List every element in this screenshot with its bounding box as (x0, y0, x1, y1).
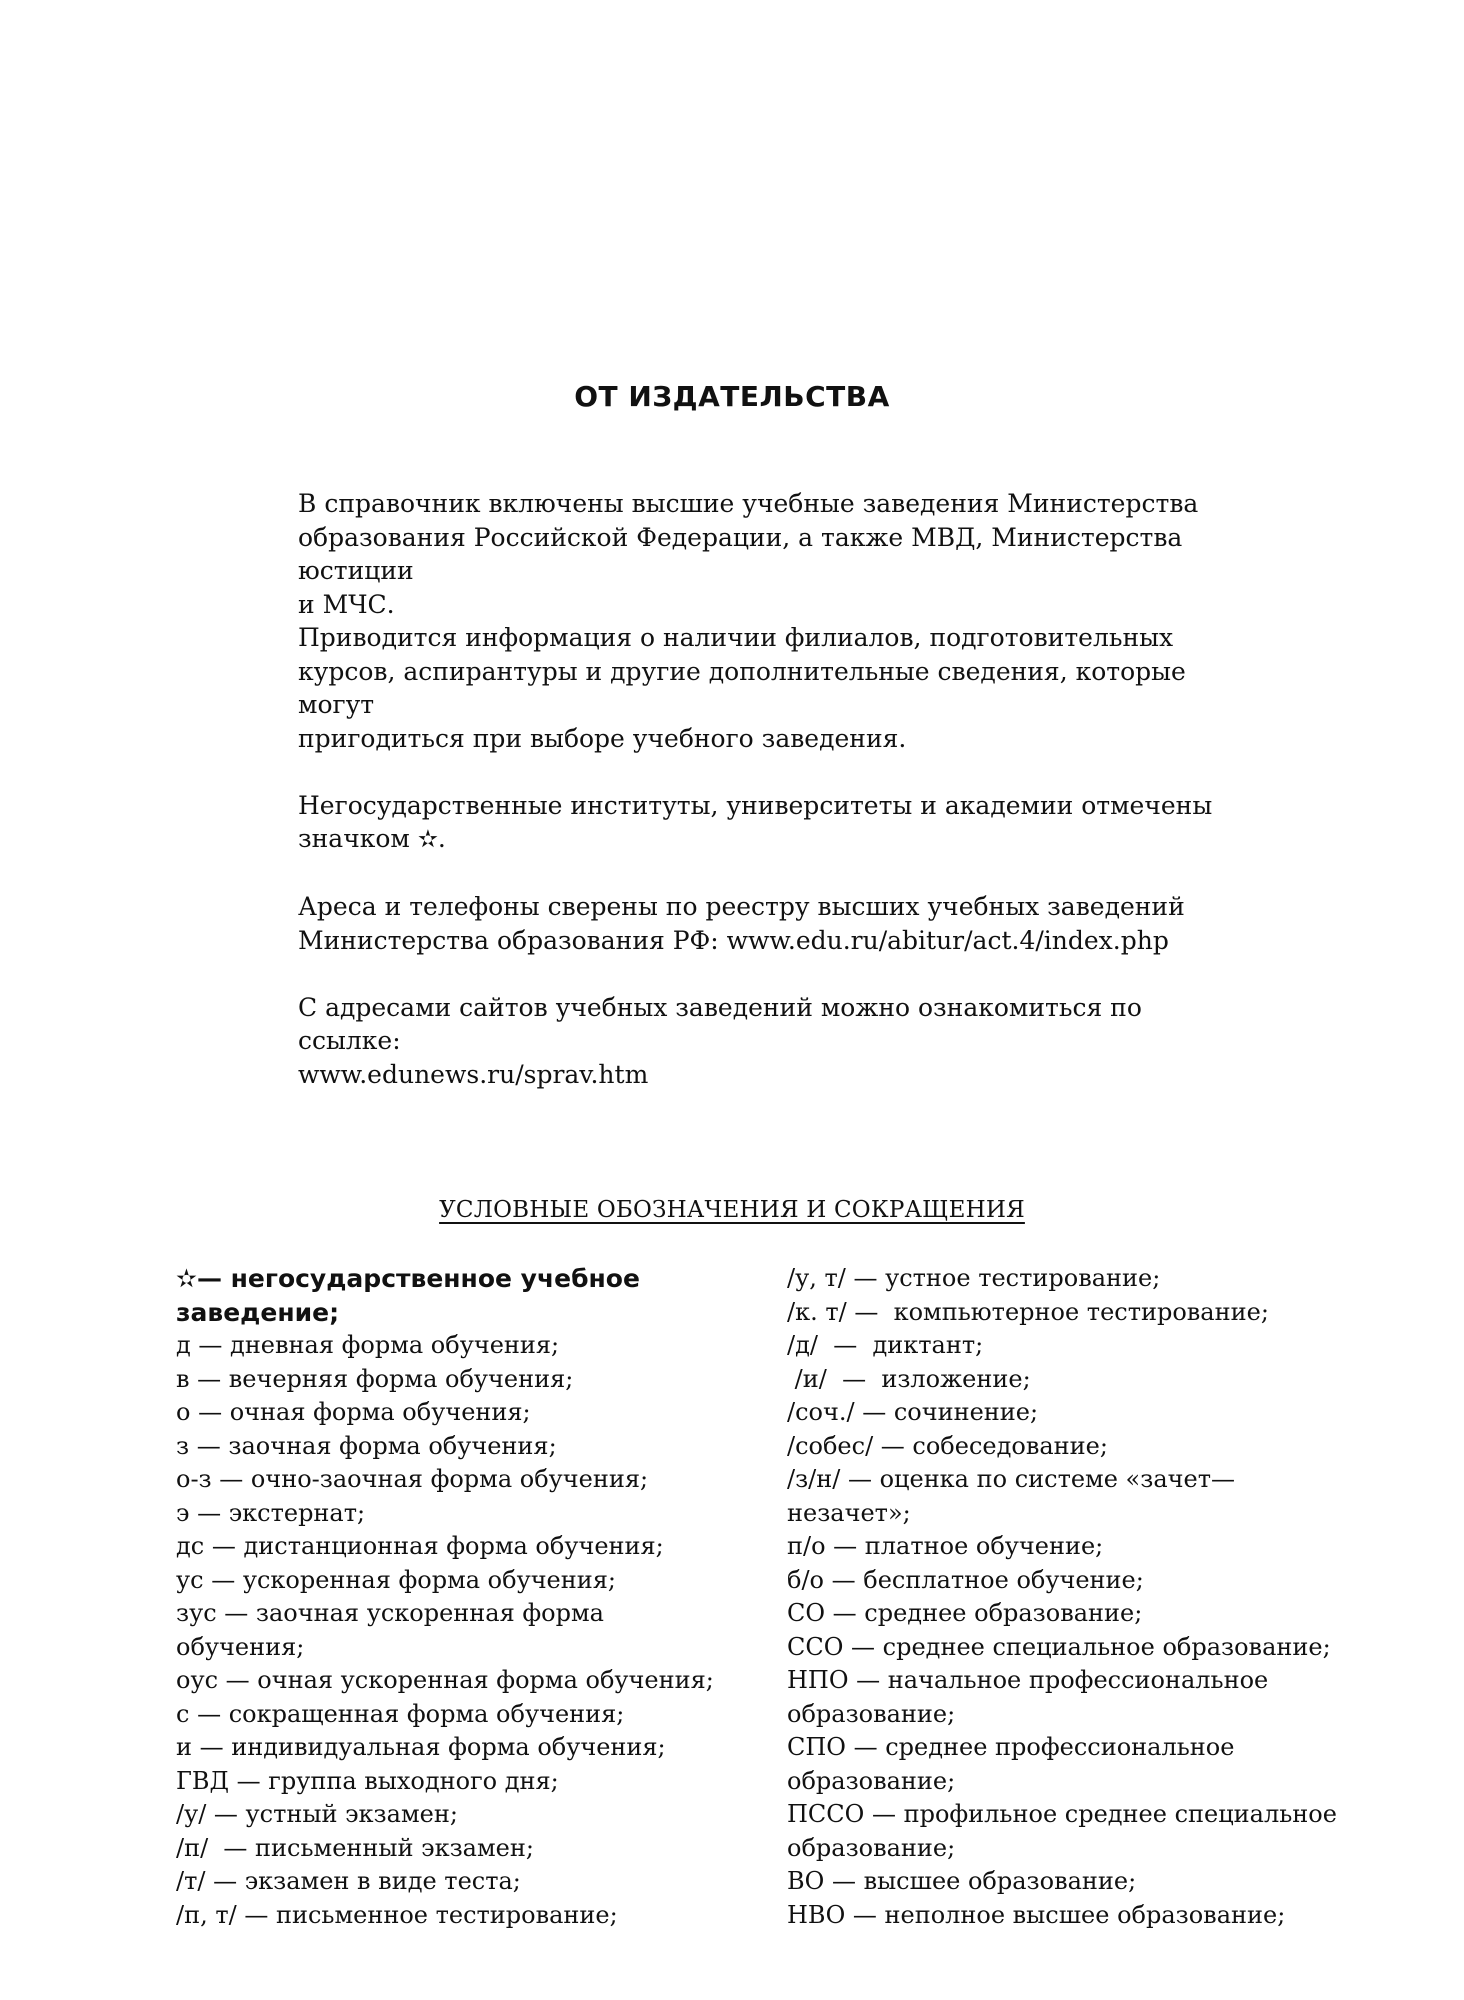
intro-paragraph-5 (298, 991, 1248, 1092)
legend-item: о-з — очно-заочная форма обучения; (176, 1465, 649, 1493)
intro-line: Приводится информация о наличии филиалов, подготовительных (298, 623, 1174, 652)
intro-paragraph-1 (298, 487, 1248, 755)
intro-paragraph-4 (298, 890, 1248, 957)
legend-item: /у/ — устный экзамен; (176, 1800, 458, 1828)
legend-item: оус — очная ускоренная форма обучения; (176, 1666, 714, 1694)
legend-item: с — сокращенная форма обучения; (176, 1699, 625, 1728)
legend-item: ПССО — профильное среднее специальное (787, 1800, 1337, 1828)
legend-item: д — дневная форма обучения; (176, 1331, 560, 1359)
legend-item: /з/н/ — оценка по системе «зачет—незачет»; (787, 1465, 1235, 1527)
legend-item: образование; (787, 1699, 956, 1728)
legend-item: б/о — бесплатное обучение; (787, 1565, 1144, 1594)
legend-title: УСЛОВНЫЕ ОБОЗНАЧЕНИЯ И СОКРАЩЕНИЯ (439, 1197, 1025, 1223)
intro-line (298, 822, 1248, 857)
legend-item: в — вечерняя форма обучения; (176, 1364, 574, 1393)
page-title: ОТ ИЗДАТЕЛЬСТВА (574, 380, 890, 413)
legend-item: ГВД — группа выходного дня; (176, 1766, 559, 1795)
legend-item: СО — среднее образование; (787, 1599, 1143, 1627)
intro-paragraph-3 (298, 789, 1248, 857)
legend-item: НВО — неполное высшее образование; (787, 1900, 1286, 1929)
intro-line-suffix: . (437, 824, 446, 853)
intro-line: пригодиться при выборе учебного заведения. (298, 723, 907, 753)
legend-item: /у, т/ — устное тестирование; (787, 1264, 1161, 1292)
legend-item: и — индивидуальная форма обучения; (176, 1733, 666, 1761)
legend-item: /к. т/ — компьютерное тестирование; (787, 1297, 1269, 1326)
legend-left-column (176, 1262, 736, 1932)
legend-item: /д/ — диктант; (787, 1331, 984, 1359)
legend-item: СПО — среднее профессиональное (787, 1733, 1235, 1761)
star-icon: ✫ (417, 825, 438, 853)
legend-right-column (787, 1262, 1347, 1932)
legend-item: ус — ускоренная форма обучения; (176, 1565, 616, 1594)
legend-item: о — очная форма обучения; (176, 1398, 531, 1426)
legend-item: /п, т/ — письменное тестирование; (176, 1900, 618, 1929)
legend-item: НПО — начальное профессиональное (787, 1666, 1269, 1694)
legend-item: /п/ — письменный экзамен; (176, 1833, 534, 1862)
intro-line: курсов, аспирантуры и другие дополнительные сведения, которые могут (298, 656, 1186, 719)
intro-line: и МЧС. (298, 589, 395, 619)
legend-item: э — экстернат; (176, 1498, 366, 1527)
intro-line: В справочник включены высшие учебные заведения Министерства (298, 489, 1199, 518)
legend-bold-line: ✫— негосударственное учебное (176, 1264, 640, 1293)
intro-line-prefix: значком (298, 824, 410, 853)
legend-bold-line: заведение; (176, 1297, 340, 1327)
legend-item: п/о — платное обучение; (787, 1532, 1104, 1560)
legend-item: образование; (787, 1833, 956, 1862)
legend-item: з — заочная форма обучения; (176, 1431, 557, 1460)
intro-line: Министерства образования РФ: www.edu.ru/abitur/act.4/index.php (298, 925, 1169, 955)
legend-item: /т/ — экзамен в виде теста; (176, 1867, 521, 1895)
legend-item: /и/ — изложение; (787, 1364, 1031, 1393)
legend-item: дс — дистанционная форма обучения; (176, 1532, 664, 1560)
intro-line: С адресами сайтов учебных заведений можно ознакомиться по ссылке: (298, 992, 1142, 1055)
intro-line: www.edunews.ru/sprav.htm (298, 1059, 649, 1089)
intro-text (298, 487, 1248, 1125)
intro-line: образования Российской Федерации, а также МВД, Министерства юстиции (298, 522, 1183, 585)
legend-item: ВО — высшее образование; (787, 1867, 1137, 1895)
legend-item: зус — заочная ускоренная форма обучения; (176, 1599, 612, 1661)
legend-item: образование; (787, 1766, 956, 1795)
intro-line: Негосударственные институты, университеты и академии отмечены (298, 790, 1213, 820)
intro-line: Ареса и телефоны сверены по реестру высших учебных заведений (298, 892, 1185, 921)
legend-item: ССО — среднее специальное образование; (787, 1632, 1331, 1661)
legend-item: /соч./ — сочинение; (787, 1398, 1039, 1426)
legend-item: /собес/ — собеседование; (787, 1431, 1108, 1460)
